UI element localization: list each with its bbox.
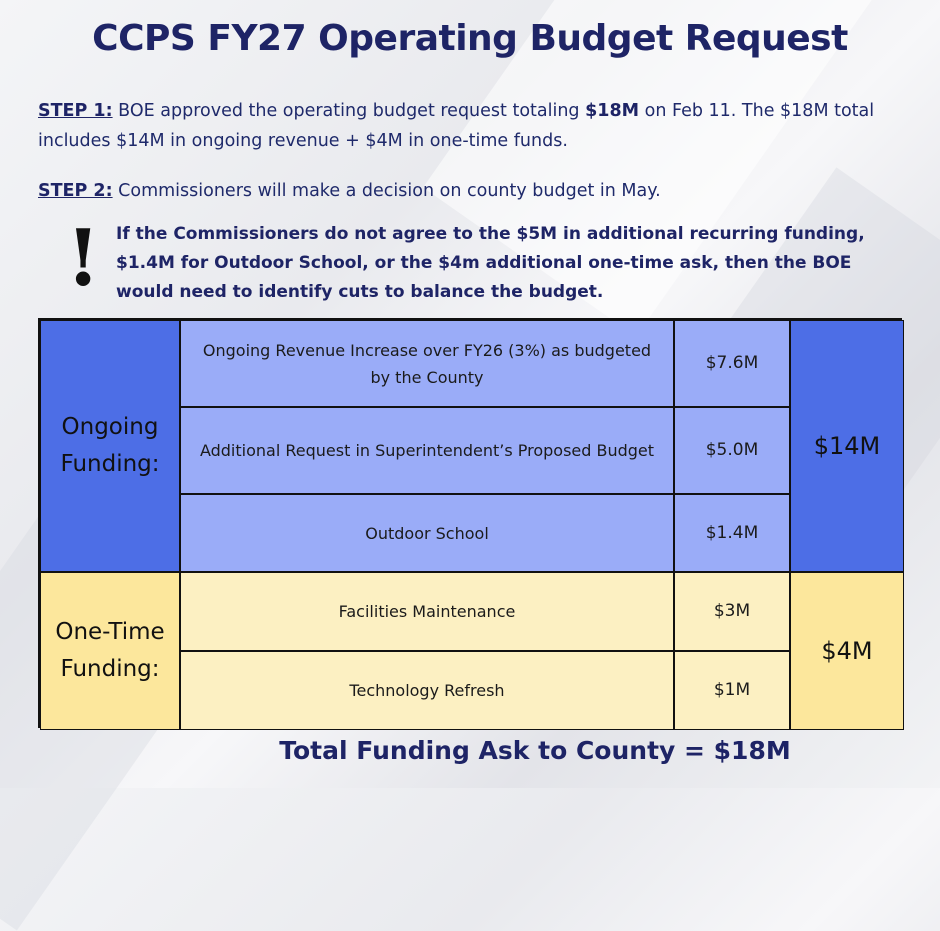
step-1-label: STEP 1: [38, 101, 113, 121]
ongoing-item-name: Additional Request in Superintendent’s Proposed Budget [180, 407, 674, 494]
one-time-total: $4M [790, 572, 904, 730]
one-time-item-amount: $3M [674, 572, 790, 651]
ongoing-item-name: Ongoing Revenue Increase over FY26 (3%) as budgeted by the County [180, 320, 674, 407]
ongoing-funding-label: Ongoing Funding: [40, 320, 180, 572]
step-2-label: STEP 2: [38, 181, 113, 201]
step-2-paragraph [38, 176, 918, 206]
ongoing-item-amount: $7.6M [674, 320, 790, 407]
step-1-amount: $18M [585, 101, 640, 121]
step-1-text-b: on Feb 11. The $18M total includes $14M in ongoing revenue + $4M in one-time funds. [38, 101, 875, 151]
warning-text: If the Commissioners do not agree to the $5M in additional recurring funding, $1.4M for Outdoor School, or the $4m additional one-time ask, then the BOE would need to identify cuts to balance the budget. [116, 224, 865, 302]
ongoing-total: $14M [790, 320, 904, 572]
one-time-item-amount: $1M [674, 651, 790, 730]
ongoing-item-amount: $5.0M [674, 407, 790, 494]
page-title: CCPS FY27 Operating Budget Request [92, 18, 848, 59]
ongoing-item-amount: $1.4M [674, 494, 790, 572]
step-1-text-a: BOE approved the operating budget request totaling [112, 101, 586, 121]
total-funding-ask: Total Funding Ask to County = $18M [279, 736, 791, 765]
exclamation-icon: ! [66, 213, 101, 304]
one-time-item-name: Technology Refresh [180, 651, 674, 730]
step-2-text: Commissioners will make a decision on county budget in May. [112, 181, 661, 201]
one-time-funding-label: One-Time Funding: [40, 572, 180, 730]
step-1-paragraph [38, 96, 918, 156]
one-time-item-name: Facilities Maintenance [180, 572, 674, 651]
budget-table [38, 318, 902, 728]
ongoing-item-name: Outdoor School [180, 494, 674, 572]
